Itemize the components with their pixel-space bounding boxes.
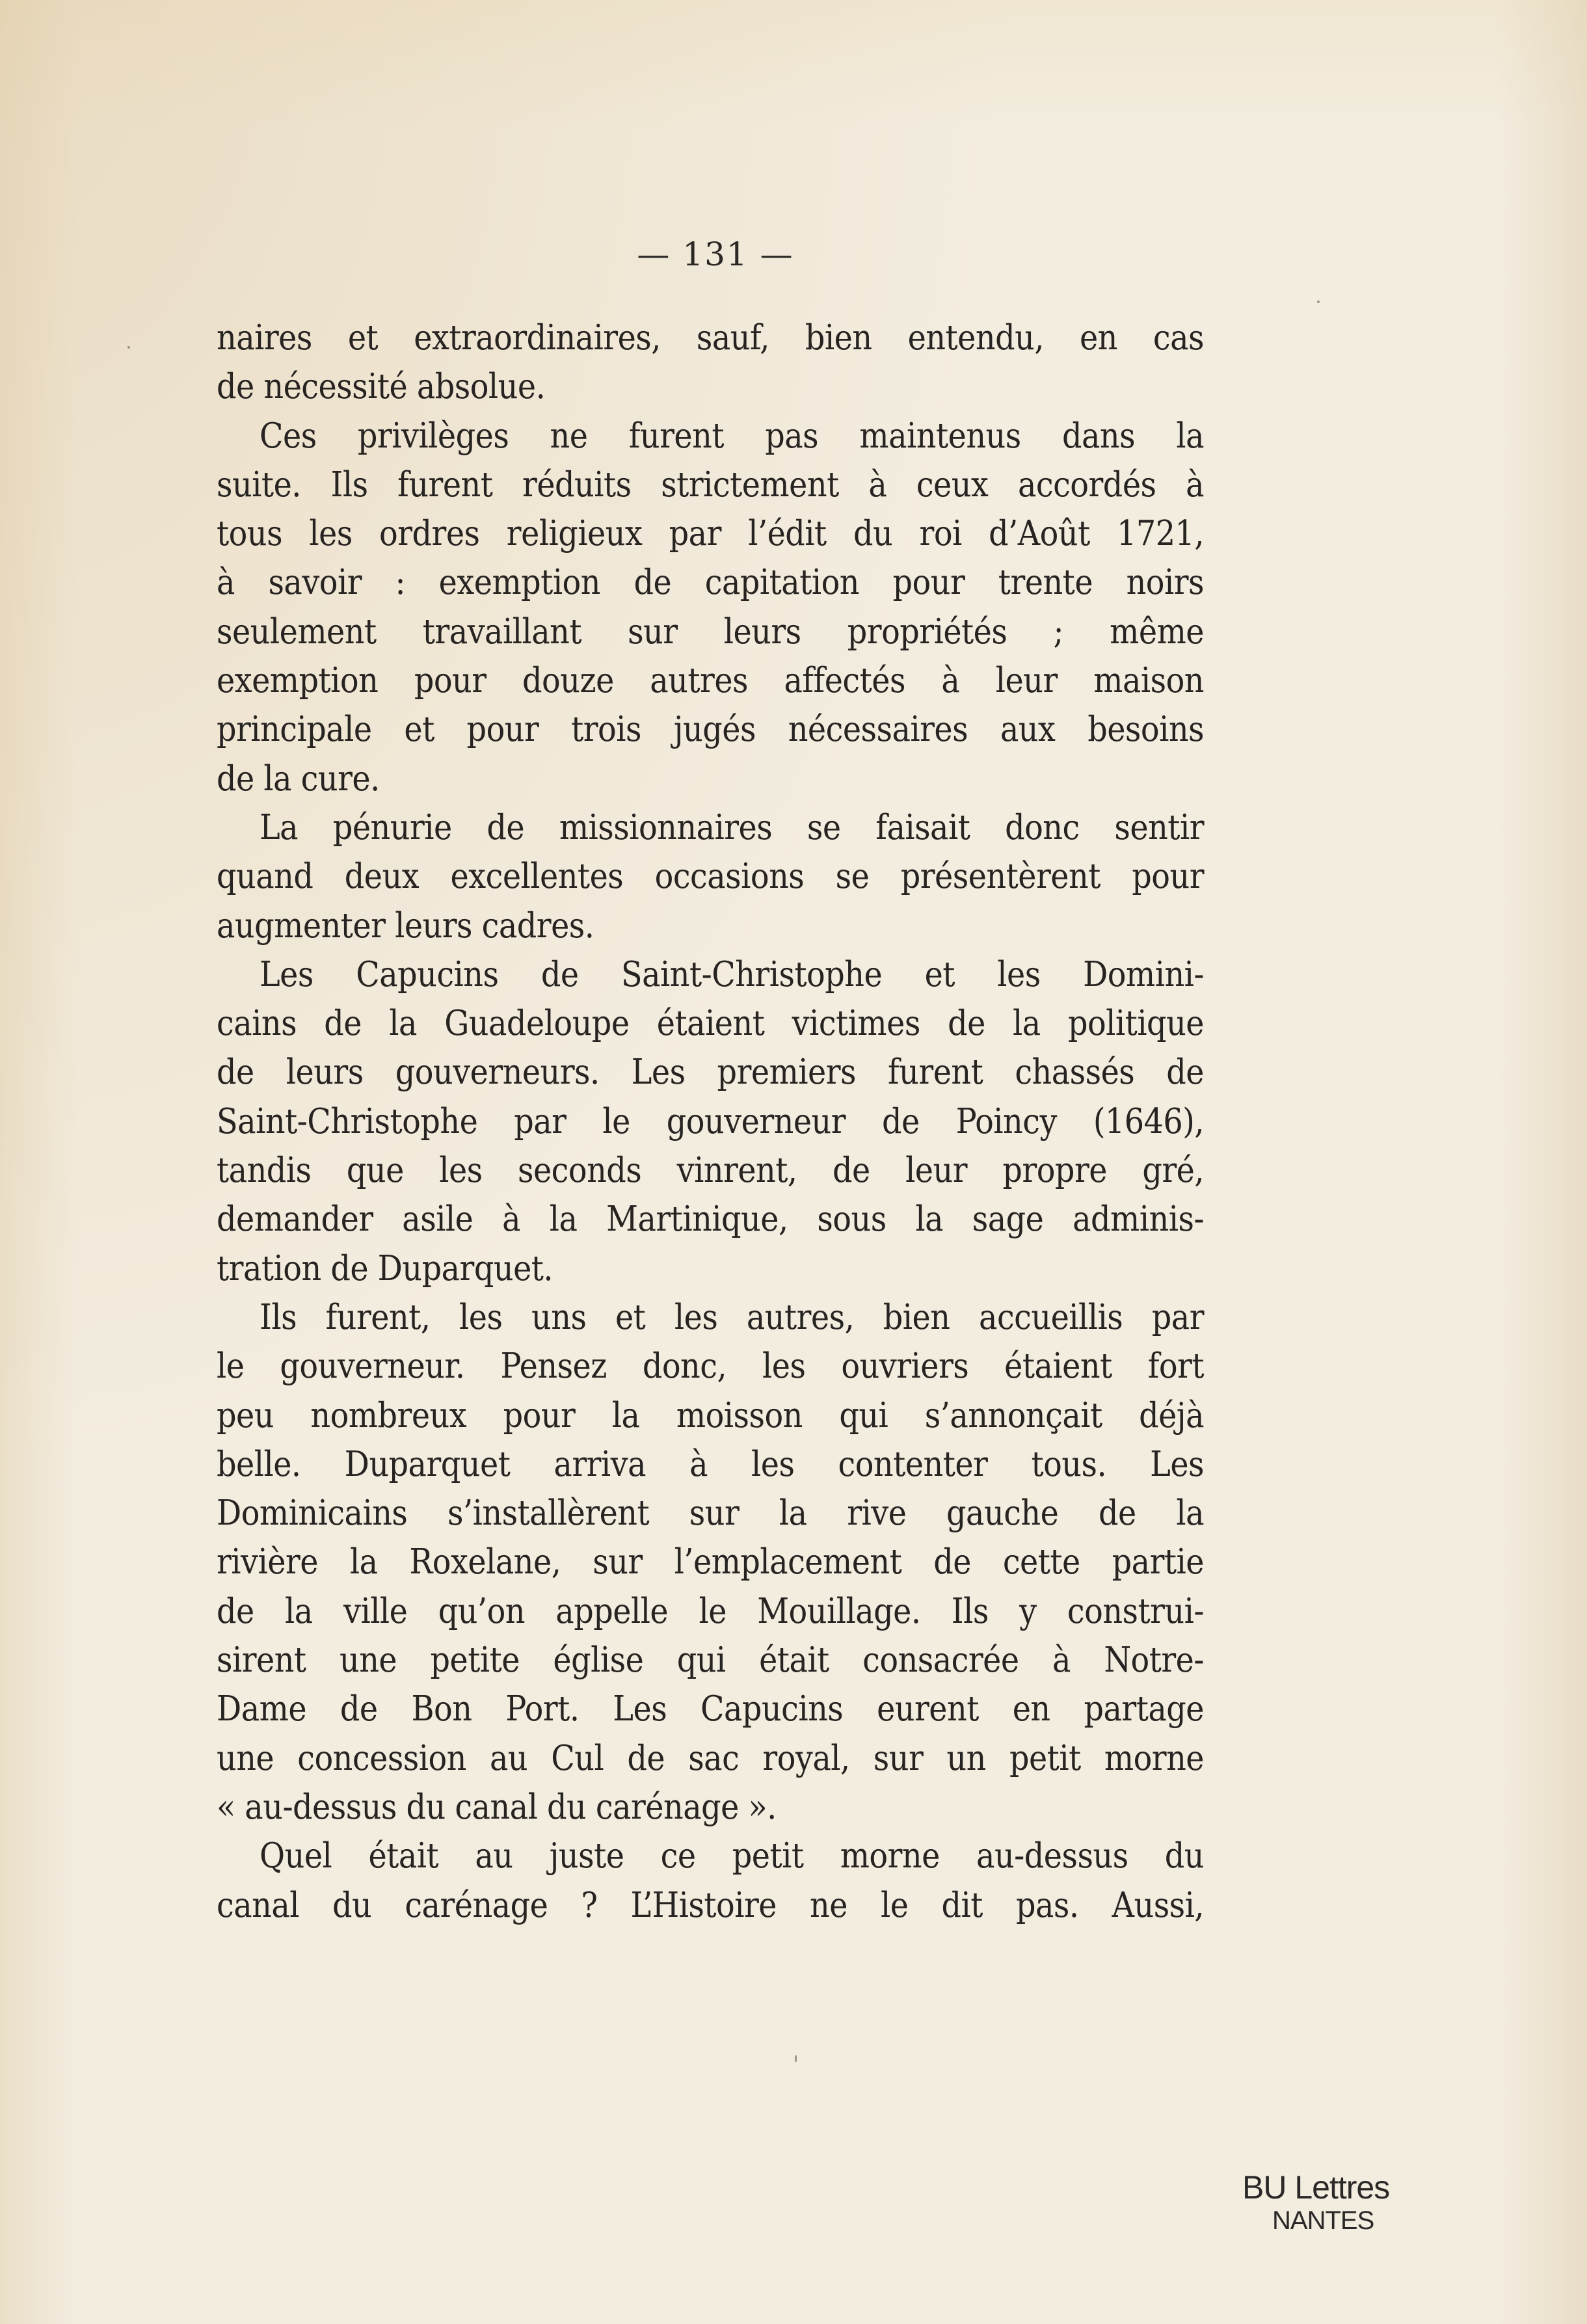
scan-speck <box>795 2055 797 2062</box>
text-line: Saint-Christophe par le gouverneur de Poincy (1646), <box>217 1101 1204 1142</box>
text-line: belle. Duparquet arriva à les contenter tous. Les <box>217 1444 1204 1484</box>
text-line: tandis que les seconds vinrent, de leur propre gré, <box>217 1151 1204 1191</box>
library-stamp <box>1242 2169 1389 2236</box>
text-line: de leurs gouverneurs. Les premiers furent chassés de <box>217 1052 1204 1093</box>
text-line: sirent une petite église qui était consacrée à Notre- <box>217 1640 1204 1681</box>
stamp-library-name: BU Lettres <box>1242 2169 1390 2206</box>
text-line: seulement travaillant sur leurs propriétés ; même <box>217 611 1204 652</box>
text-line: Dame de Bon Port. Les Capucins eurent en partage <box>217 1689 1204 1730</box>
body-text <box>217 314 1204 1930</box>
text-line: Quel était au juste ce petit morne au-dessus du <box>260 1836 1204 1877</box>
text-line: augmenter leurs cadres. <box>217 905 594 946</box>
text-line: cains de la Guadeloupe étaient victimes de la politique <box>217 1004 1204 1044</box>
text-line: tous les ordres religieux par l’édit du roi d’Août 1721, <box>217 514 1204 554</box>
text-line: à savoir : exemption de capitation pour trente noirs <box>217 563 1204 603</box>
text-line: tration de Duparquet. <box>217 1248 553 1289</box>
text-line: La pénurie de missionnaires se faisait donc sentir <box>260 807 1204 848</box>
text-line: le gouverneur. Pensez donc, les ouvriers étaient fort <box>217 1346 1204 1387</box>
text-line: Ils furent, les uns et les autres, bien accueillis par <box>260 1297 1204 1337</box>
text-line: canal du carénage ? L’Histoire ne le dit pas. Aussi, <box>217 1885 1204 1925</box>
text-line: Dominicains s’installèrent sur la rive gauche de la <box>217 1493 1204 1534</box>
text-line: exemption pour douze autres affectés à leur maison <box>217 661 1204 701</box>
page-number: — 131 — <box>637 235 794 273</box>
text-line: peu nombreux pour la moisson qui s’annonçait déjà <box>217 1395 1204 1436</box>
text-line: demander asile à la Martinique, sous la sage adminis- <box>217 1199 1204 1240</box>
text-line: Les Capucins de Saint-Christophe et les Domini- <box>260 954 1204 995</box>
scan-speck <box>1317 301 1320 303</box>
text-line: de la cure. <box>217 758 380 799</box>
text-line: Ces privilèges ne furent pas maintenus dans la <box>260 416 1204 456</box>
text-line: une concession au Cul de sac royal, sur un petit morne <box>217 1738 1204 1778</box>
text-line: suite. Ils furent réduits strictement à ceux accordés à <box>217 464 1204 505</box>
text-line: rivière la Roxelane, sur l’emplacement de cette partie <box>217 1542 1204 1583</box>
scan-speck <box>127 346 130 349</box>
text-line: quand deux excellentes occasions se présentèrent pour <box>217 857 1204 897</box>
text-line: naires et extraordinaires, sauf, bien entendu, en cas <box>217 318 1204 358</box>
text-line: de nécessité absolue. <box>217 367 546 407</box>
stamp-city: NANTES <box>1272 2206 1374 2235</box>
text-line: principale et pour trois jugés nécessaires aux besoins <box>217 710 1204 750</box>
text-line: de la ville qu’on appelle le Mouillage. Ils y construi- <box>217 1591 1204 1631</box>
text-line: « au-dessus du canal du carénage ». <box>217 1787 777 1827</box>
